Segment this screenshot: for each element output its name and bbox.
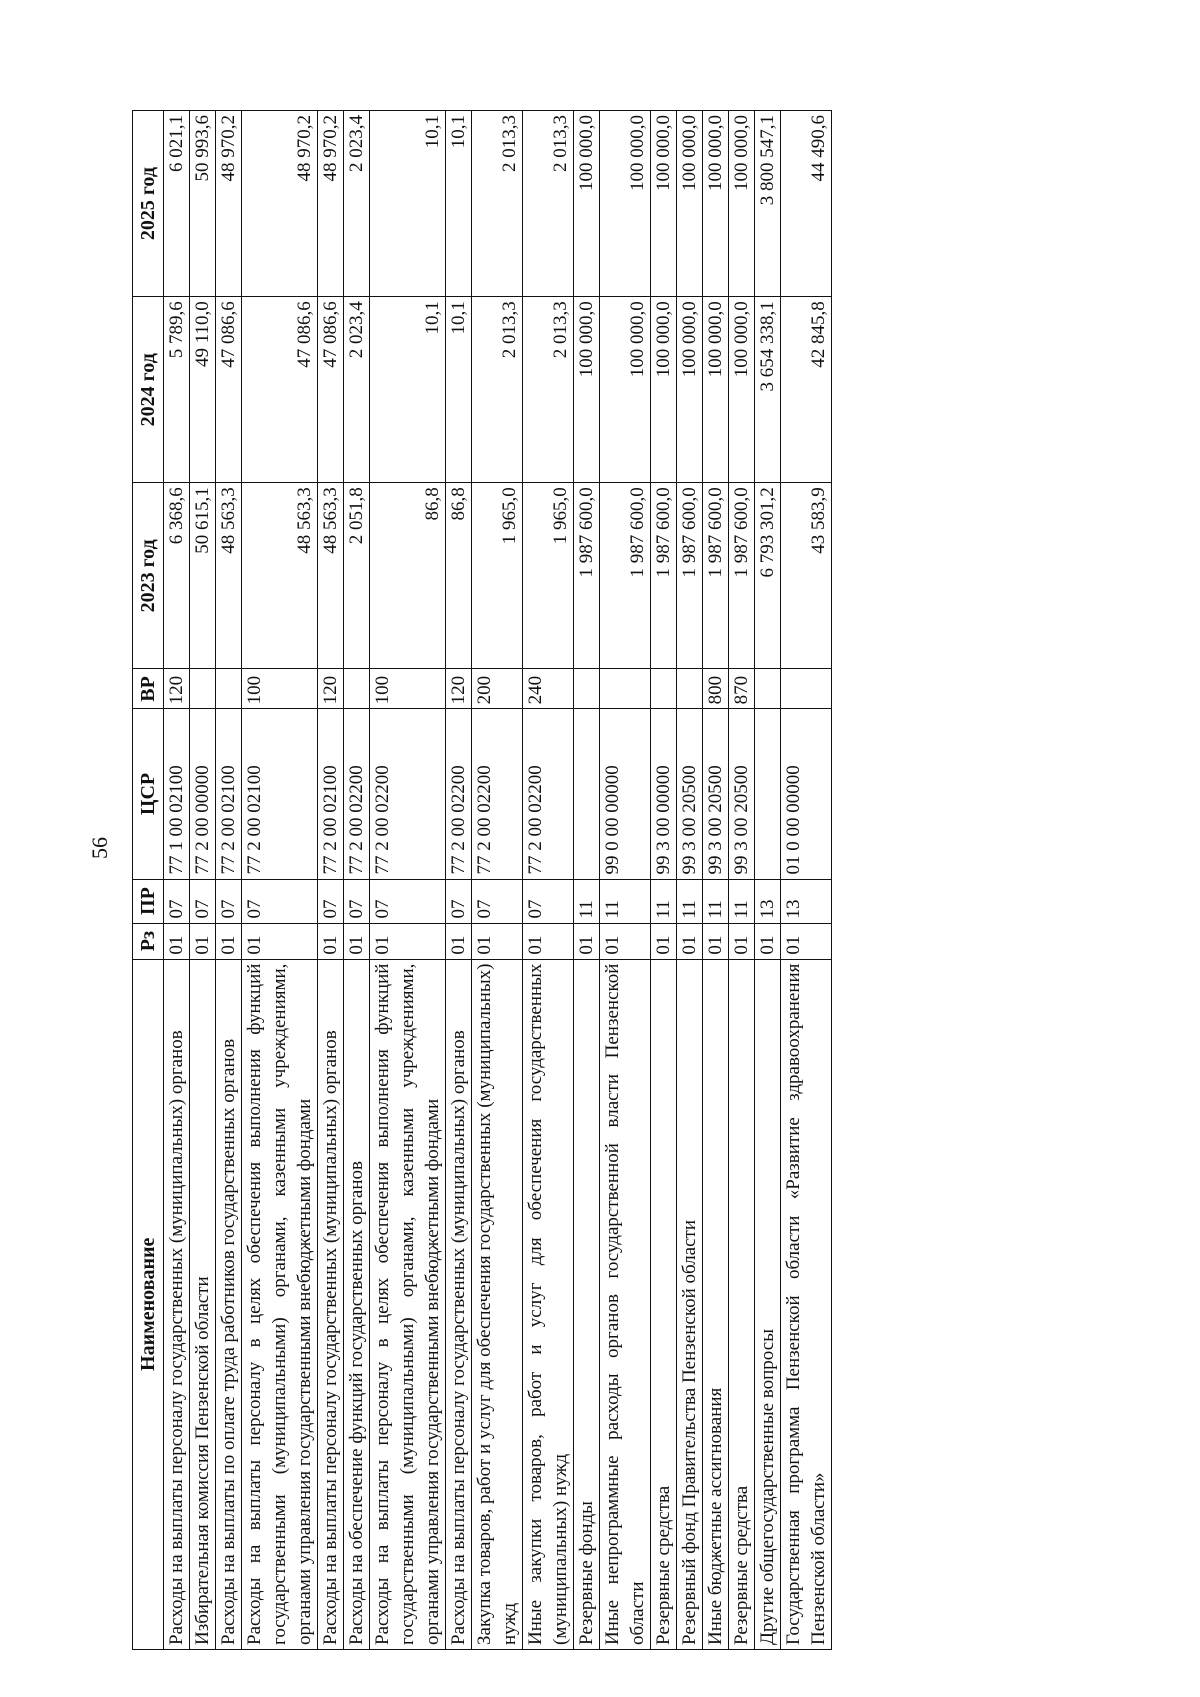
cell-2023: 43 583,9 — [781, 483, 832, 669]
cell-vr: 100 — [370, 669, 446, 709]
cell-pr: 11 — [703, 879, 729, 923]
cell-csr: 77 1 00 02100 — [164, 709, 190, 879]
header-2025: 2025 год — [133, 111, 164, 297]
cell-name: Государственная программа Пензенской области «Развитие здравоохранения Пензенской области» — [781, 959, 832, 1649]
cell-csr — [755, 709, 781, 879]
cell-name: Расходы на выплаты персоналу государственных (муниципальных) органов — [164, 959, 190, 1649]
cell-pr: 07 — [446, 879, 472, 923]
cell-vr: 870 — [729, 669, 755, 709]
cell-rz: 01 — [164, 923, 190, 959]
cell-2024: 100 000,0 — [600, 297, 651, 483]
table-row — [370, 111, 446, 1650]
cell-pr: 11 — [574, 879, 600, 923]
header-csr: ЦСР — [133, 709, 164, 879]
cell-vr: 120 — [164, 669, 190, 709]
header-name: Наименование — [133, 959, 164, 1649]
cell-name: Иные непрограммные расходы органов государственной власти Пензенской области — [600, 959, 651, 1649]
cell-csr: 77 2 00 02200 — [370, 709, 446, 879]
table-row — [318, 111, 344, 1650]
cell-rz: 01 — [446, 923, 472, 959]
cell-2024: 100 000,0 — [729, 297, 755, 483]
cell-vr — [600, 669, 651, 709]
cell-2023: 6 368,6 — [164, 483, 190, 669]
cell-csr: 99 3 00 20500 — [703, 709, 729, 879]
cell-rz: 01 — [600, 923, 651, 959]
cell-2025: 50 993,6 — [190, 111, 216, 297]
cell-csr — [574, 709, 600, 879]
cell-pr: 07 — [344, 879, 370, 923]
cell-2025: 100 000,0 — [677, 111, 703, 297]
cell-2024: 47 086,6 — [216, 297, 242, 483]
cell-rz: 01 — [729, 923, 755, 959]
cell-2023: 86,8 — [446, 483, 472, 669]
cell-csr: 77 2 00 02100 — [242, 709, 318, 879]
cell-2024: 2 013,3 — [523, 297, 574, 483]
cell-pr: 07 — [164, 879, 190, 923]
cell-pr: 11 — [651, 879, 677, 923]
cell-2025: 2 013,3 — [523, 111, 574, 297]
cell-vr: 100 — [242, 669, 318, 709]
cell-2025: 48 970,2 — [242, 111, 318, 297]
cell-rz: 01 — [677, 923, 703, 959]
cell-name: Избирательная комиссия Пензенской области — [190, 959, 216, 1649]
cell-2025: 100 000,0 — [651, 111, 677, 297]
cell-pr: 07 — [318, 879, 344, 923]
table-row — [344, 111, 370, 1650]
cell-pr: 07 — [242, 879, 318, 923]
cell-vr: 120 — [446, 669, 472, 709]
table-row — [600, 111, 651, 1650]
table-row — [523, 111, 574, 1650]
budget-table — [132, 110, 832, 1650]
cell-rz: 01 — [651, 923, 677, 959]
cell-csr: 99 3 00 20500 — [729, 709, 755, 879]
cell-csr: 77 2 00 00000 — [190, 709, 216, 879]
cell-2023: 48 563,3 — [318, 483, 344, 669]
table-row — [472, 111, 523, 1650]
cell-rz: 01 — [242, 923, 318, 959]
cell-csr: 77 2 00 02200 — [446, 709, 472, 879]
cell-2024: 100 000,0 — [703, 297, 729, 483]
cell-rz: 01 — [344, 923, 370, 959]
cell-rz: 01 — [318, 923, 344, 959]
cell-rz: 01 — [574, 923, 600, 959]
cell-name: Расходы на обеспечение функций государственных органов — [344, 959, 370, 1649]
cell-name: Иные бюджетные ассигнования — [703, 959, 729, 1649]
cell-2024: 5 789,6 — [164, 297, 190, 483]
cell-2023: 48 563,3 — [216, 483, 242, 669]
cell-rz: 01 — [370, 923, 446, 959]
cell-rz: 01 — [755, 923, 781, 959]
cell-vr: 200 — [472, 669, 523, 709]
cell-2023: 1 987 600,0 — [574, 483, 600, 669]
cell-vr — [216, 669, 242, 709]
cell-2024: 47 086,6 — [242, 297, 318, 483]
table-row — [781, 111, 832, 1650]
cell-vr — [344, 669, 370, 709]
cell-2023: 50 615,1 — [190, 483, 216, 669]
cell-rz: 01 — [781, 923, 832, 959]
cell-csr: 01 0 00 00000 — [781, 709, 832, 879]
cell-vr — [781, 669, 832, 709]
cell-2024: 3 654 338,1 — [755, 297, 781, 483]
cell-2024: 100 000,0 — [574, 297, 600, 483]
cell-2023: 1 987 600,0 — [729, 483, 755, 669]
cell-2025: 100 000,0 — [729, 111, 755, 297]
cell-2024: 42 845,8 — [781, 297, 832, 483]
cell-name: Закупка товаров, работ и услуг для обеспечения государственных (муниципальных) нужд — [472, 959, 523, 1649]
cell-2023: 2 051,8 — [344, 483, 370, 669]
cell-2025: 44 490,6 — [781, 111, 832, 297]
cell-2025: 2 013,3 — [472, 111, 523, 297]
cell-2024: 2 023,4 — [344, 297, 370, 483]
cell-csr: 77 2 00 02200 — [523, 709, 574, 879]
cell-2024: 100 000,0 — [651, 297, 677, 483]
cell-2024: 47 086,6 — [318, 297, 344, 483]
cell-2023: 1 987 600,0 — [600, 483, 651, 669]
cell-pr: 11 — [677, 879, 703, 923]
cell-vr — [755, 669, 781, 709]
table-row — [242, 111, 318, 1650]
header-vr: ВР — [133, 669, 164, 709]
cell-2023: 1 987 600,0 — [703, 483, 729, 669]
cell-name: Расходы на выплаты персоналу государственных (муниципальных) органов — [446, 959, 472, 1649]
table-row — [190, 111, 216, 1650]
cell-rz: 01 — [190, 923, 216, 959]
cell-vr — [190, 669, 216, 709]
cell-csr: 77 2 00 02200 — [472, 709, 523, 879]
cell-csr: 77 2 00 02100 — [318, 709, 344, 879]
cell-vr — [574, 669, 600, 709]
cell-csr: 77 2 00 02200 — [344, 709, 370, 879]
cell-name: Резервные средства — [729, 959, 755, 1649]
cell-csr: 99 0 00 00000 — [600, 709, 651, 879]
cell-2023: 86,8 — [370, 483, 446, 669]
cell-pr: 11 — [600, 879, 651, 923]
cell-name: Резервные средства — [651, 959, 677, 1649]
cell-name: Резервные фонды — [574, 959, 600, 1649]
cell-pr: 07 — [523, 879, 574, 923]
cell-name: Иные закупки товаров, работ и услуг для обеспечения государственных (муниципальных) нужд — [523, 959, 574, 1649]
cell-2023: 1 987 600,0 — [677, 483, 703, 669]
cell-2025: 3 800 547,1 — [755, 111, 781, 297]
cell-rz: 01 — [216, 923, 242, 959]
cell-2025: 10,1 — [446, 111, 472, 297]
cell-2023: 1 965,0 — [472, 483, 523, 669]
cell-rz: 01 — [523, 923, 574, 959]
budget-table-rotated — [132, 110, 1000, 1650]
table-row — [755, 111, 781, 1650]
cell-pr: 07 — [472, 879, 523, 923]
cell-2024: 10,1 — [446, 297, 472, 483]
cell-vr — [677, 669, 703, 709]
cell-csr: 77 2 00 02100 — [216, 709, 242, 879]
cell-pr: 13 — [781, 879, 832, 923]
header-pr: ПР — [133, 879, 164, 923]
cell-2023: 48 563,3 — [242, 483, 318, 669]
cell-2025: 48 970,2 — [216, 111, 242, 297]
table-header-row — [133, 111, 164, 1650]
table-row — [216, 111, 242, 1650]
header-2024: 2024 год — [133, 297, 164, 483]
cell-name: Расходы на выплаты по оплате труда работников государственных органов — [216, 959, 242, 1649]
table-row — [677, 111, 703, 1650]
cell-2025: 100 000,0 — [703, 111, 729, 297]
header-rz: Рз — [133, 923, 164, 959]
cell-csr: 99 3 00 20500 — [677, 709, 703, 879]
cell-2025: 100 000,0 — [574, 111, 600, 297]
cell-name: Резервный фонд Правительства Пензенской области — [677, 959, 703, 1649]
cell-pr: 07 — [370, 879, 446, 923]
cell-2024: 2 013,3 — [472, 297, 523, 483]
page-number: 56 — [87, 837, 112, 859]
cell-name: Расходы на выплаты персоналу государственных (муниципальных) органов — [318, 959, 344, 1649]
cell-2024: 100 000,0 — [677, 297, 703, 483]
table-row — [574, 111, 600, 1650]
cell-pr: 13 — [755, 879, 781, 923]
cell-2025: 100 000,0 — [600, 111, 651, 297]
table-row — [729, 111, 755, 1650]
table-row — [651, 111, 677, 1650]
cell-2023: 1 965,0 — [523, 483, 574, 669]
cell-vr: 240 — [523, 669, 574, 709]
cell-2023: 6 793 301,2 — [755, 483, 781, 669]
header-2023: 2023 год — [133, 483, 164, 669]
cell-2025: 6 021,1 — [164, 111, 190, 297]
table-row — [446, 111, 472, 1650]
cell-vr: 120 — [318, 669, 344, 709]
cell-name: Расходы на выплаты персоналу в целях обеспечения выполнения функций государственными (муниципальными) органами, казенными учреждениями, органами управления государственными внебюджетными фондами — [370, 959, 446, 1649]
cell-vr — [651, 669, 677, 709]
cell-2025: 10,1 — [370, 111, 446, 297]
cell-name: Расходы на выплаты персоналу в целях обеспечения выполнения функций государственными (муниципальными) органами, казенными учреждениями, органами управления государственными внебюджетными фондами — [242, 959, 318, 1649]
cell-2024: 10,1 — [370, 297, 446, 483]
cell-csr: 99 3 00 00000 — [651, 709, 677, 879]
cell-pr: 07 — [216, 879, 242, 923]
cell-2024: 49 110,0 — [190, 297, 216, 483]
cell-name: Другие общегосударственные вопросы — [755, 959, 781, 1649]
table-row — [703, 111, 729, 1650]
cell-pr: 07 — [190, 879, 216, 923]
cell-rz: 01 — [703, 923, 729, 959]
cell-rz: 01 — [472, 923, 523, 959]
cell-2025: 2 023,4 — [344, 111, 370, 297]
cell-vr: 800 — [703, 669, 729, 709]
cell-pr: 11 — [729, 879, 755, 923]
table-row — [164, 111, 190, 1650]
cell-2023: 1 987 600,0 — [651, 483, 677, 669]
cell-2025: 48 970,2 — [318, 111, 344, 297]
